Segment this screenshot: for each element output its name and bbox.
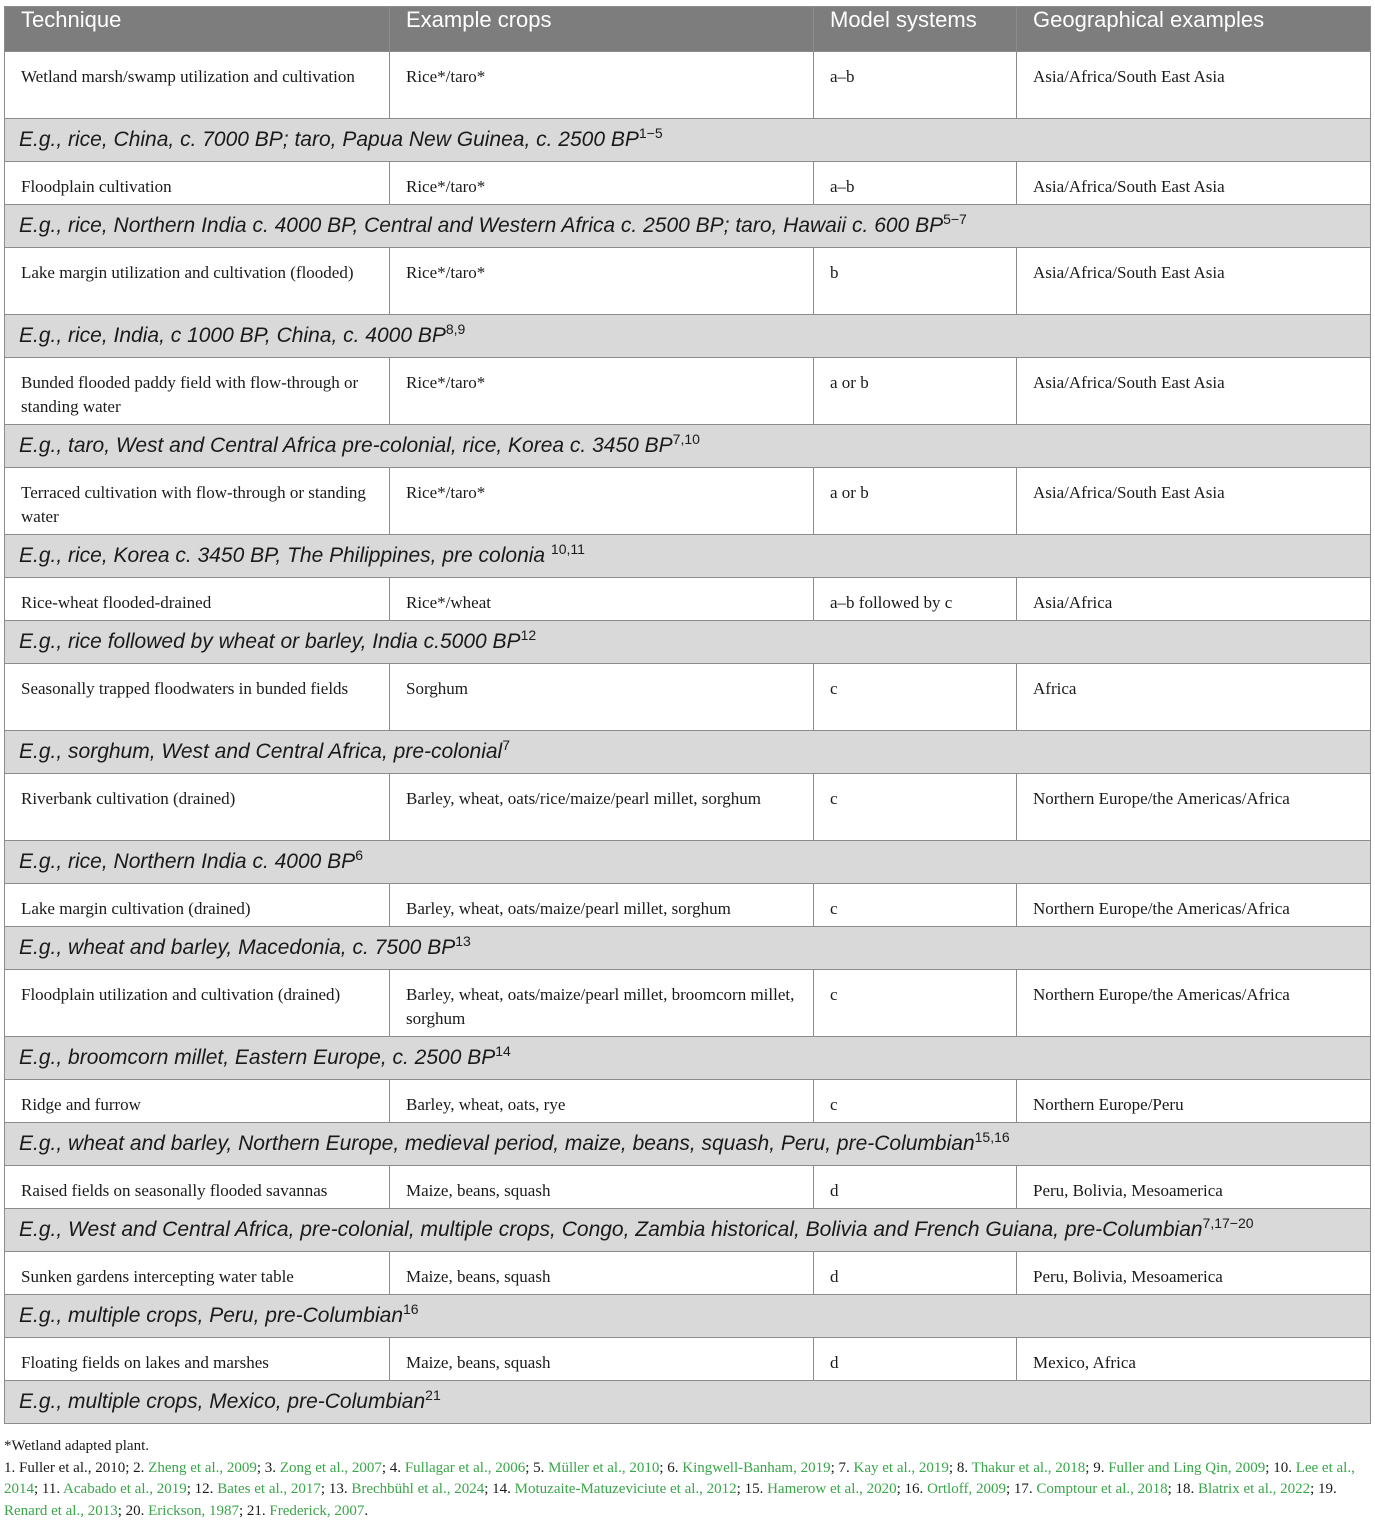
cell-model-systems: c bbox=[814, 884, 1017, 927]
reference-link[interactable]: Zheng et al., 2009 bbox=[148, 1459, 257, 1476]
techniques-table bbox=[4, 6, 1371, 1424]
header-geographical-examples: Geographical examples bbox=[1017, 7, 1371, 52]
cell-model-systems: a–b bbox=[814, 162, 1017, 205]
reference-link[interactable]: Fuller and Ling Qin, 2009 bbox=[1108, 1459, 1266, 1476]
cell-example-crops: Rice*/taro* bbox=[390, 52, 814, 119]
example-cell bbox=[5, 621, 1371, 664]
example-row bbox=[5, 841, 1371, 884]
reference-number: ; 17. bbox=[1005, 1481, 1037, 1497]
example-text: E.g., rice, Northern India c. 4000 BP bbox=[19, 850, 356, 873]
cell-technique: Terraced cultivation with flow-through or standing water bbox=[5, 468, 390, 535]
example-text: E.g., rice, India, c 1000 BP, China, c. 4000 BP bbox=[19, 324, 446, 347]
example-row bbox=[5, 1209, 1371, 1252]
example-row bbox=[5, 535, 1371, 578]
header-row bbox=[5, 7, 1371, 52]
example-row bbox=[5, 1037, 1371, 1080]
citation-superscript: 1−5 bbox=[638, 125, 663, 141]
table-row bbox=[5, 248, 1371, 315]
cell-geographical-examples: Africa bbox=[1017, 664, 1371, 731]
reference-number: ; 13. bbox=[320, 1481, 352, 1497]
example-row bbox=[5, 315, 1371, 358]
example-text: E.g., rice followed by wheat or barley, India c.5000 BP bbox=[19, 630, 521, 653]
cell-geographical-examples: Asia/Africa/South East Asia bbox=[1017, 248, 1371, 315]
cell-model-systems: c bbox=[814, 1080, 1017, 1123]
reference-link[interactable]: Lee et al., 2014 bbox=[4, 1459, 1355, 1497]
example-text: E.g., rice, Korea c. 3450 BP, The Philippines, pre colonia bbox=[19, 544, 551, 567]
example-text: E.g., wheat and barley, Macedonia, c. 7500 BP bbox=[19, 936, 456, 959]
table-row bbox=[5, 578, 1371, 621]
table-footnotes bbox=[4, 1436, 1372, 1522]
table-row bbox=[5, 1080, 1371, 1123]
reference-link[interactable]: Kay et al., 2019 bbox=[853, 1459, 949, 1476]
table-row bbox=[5, 358, 1371, 425]
cell-geographical-examples: Asia/Africa/South East Asia bbox=[1017, 162, 1371, 205]
cell-model-systems: a–b bbox=[814, 52, 1017, 119]
example-text: E.g., West and Central Africa, pre-colonial, multiple crops, Congo, Zambia historical, Bolivia and French Guiana, pre-Columbian bbox=[19, 1218, 1203, 1241]
cell-example-crops: Rice*/taro* bbox=[390, 248, 814, 315]
reference-number: ; 16. bbox=[896, 1481, 928, 1497]
table-row bbox=[5, 970, 1371, 1037]
reference-text: Fuller et al., 2010 bbox=[19, 1459, 126, 1476]
example-row bbox=[5, 425, 1371, 468]
cell-technique: Lake margin cultivation (drained) bbox=[5, 884, 390, 927]
example-text: E.g., taro, West and Central Africa pre-colonial, rice, Korea c. 3450 BP bbox=[19, 434, 673, 457]
reference-number: ; 6. bbox=[659, 1459, 683, 1476]
reference-link[interactable]: Hamerow et al., 2020 bbox=[767, 1481, 897, 1497]
cell-example-crops: Barley, wheat, oats/maize/pearl millet, broomcorn millet, sorghum bbox=[390, 970, 814, 1037]
cell-model-systems: d bbox=[814, 1252, 1017, 1295]
reference-link[interactable]: Comptour et al., 2018 bbox=[1036, 1481, 1168, 1497]
reference-number: ; 10. bbox=[1265, 1459, 1296, 1476]
cell-geographical-examples: Asia/Africa/South East Asia bbox=[1017, 358, 1371, 425]
citation-superscript: 7 bbox=[502, 737, 511, 753]
reference-link[interactable]: Müller et al., 2010 bbox=[548, 1459, 660, 1476]
reference-number: ; 2. bbox=[125, 1459, 149, 1476]
example-text: E.g., rice, Northern India c. 4000 BP, Central and Western Africa c. 2500 BP; taro, Hawaii c. 600 BP bbox=[19, 214, 944, 237]
citation-superscript: 14 bbox=[495, 1043, 511, 1059]
cell-example-crops: Rice*/wheat bbox=[390, 578, 814, 621]
cell-example-crops: Maize, beans, squash bbox=[390, 1252, 814, 1295]
example-row bbox=[5, 205, 1371, 248]
cell-geographical-examples: Asia/Africa bbox=[1017, 578, 1371, 621]
reference-link[interactable]: Acabado et al., 2019 bbox=[63, 1481, 187, 1497]
reference-link[interactable]: Kingwell-Banham, 2019 bbox=[682, 1459, 831, 1476]
example-cell bbox=[5, 425, 1371, 468]
cell-example-crops: Barley, wheat, oats, rye bbox=[390, 1080, 814, 1123]
example-row bbox=[5, 1295, 1371, 1338]
cell-example-crops: Barley, wheat, oats/rice/maize/pearl millet, sorghum bbox=[390, 774, 814, 841]
cell-technique: Floodplain cultivation bbox=[5, 162, 390, 205]
example-text: E.g., multiple crops, Peru, pre-Columbian bbox=[19, 1304, 403, 1327]
reference-number: ; 8. bbox=[948, 1459, 972, 1476]
example-cell bbox=[5, 1209, 1371, 1252]
cell-geographical-examples: Northern Europe/the Americas/Africa bbox=[1017, 884, 1371, 927]
reference-link[interactable]: Fullagar et al., 2006 bbox=[404, 1459, 526, 1476]
example-row bbox=[5, 119, 1371, 162]
reference-number: ; 3. bbox=[256, 1459, 280, 1476]
reference-number: ; 21. bbox=[238, 1502, 270, 1519]
table-row bbox=[5, 468, 1371, 535]
cell-technique: Riverbank cultivation (drained) bbox=[5, 774, 390, 841]
reference-link[interactable]: Frederick, 2007 bbox=[269, 1502, 365, 1519]
reference-link[interactable]: Brechbühl et al., 2024 bbox=[351, 1481, 485, 1497]
cell-model-systems: d bbox=[814, 1338, 1017, 1381]
reference-number: ; 4. bbox=[381, 1459, 405, 1476]
citation-superscript: 12 bbox=[520, 627, 537, 643]
table-row bbox=[5, 774, 1371, 841]
cell-example-crops: Maize, beans, squash bbox=[390, 1166, 814, 1209]
example-cell bbox=[5, 1037, 1371, 1080]
header-model-systems: Model systems bbox=[814, 7, 1017, 52]
reference-number: ; 15. bbox=[736, 1481, 768, 1497]
cell-technique: Bunded flooded paddy field with flow-through or standing water bbox=[5, 358, 390, 425]
example-text: E.g., broomcorn millet, Eastern Europe, c. 2500 BP bbox=[19, 1046, 496, 1069]
example-cell bbox=[5, 731, 1371, 774]
example-text: E.g., sorghum, West and Central Africa, pre-colonial bbox=[19, 740, 503, 763]
cell-geographical-examples: Asia/Africa/South East Asia bbox=[1017, 468, 1371, 535]
example-row bbox=[5, 1123, 1371, 1166]
example-text: E.g., rice, China, c. 7000 BP; taro, Papua New Guinea, c. 2500 BP bbox=[19, 128, 639, 151]
citation-superscript: 10,11 bbox=[550, 541, 585, 557]
table-row bbox=[5, 1252, 1371, 1295]
reference-link[interactable]: Erickson, 1987 bbox=[148, 1502, 239, 1519]
citation-superscript: 16 bbox=[403, 1301, 419, 1317]
table-row bbox=[5, 1166, 1371, 1209]
citation-superscript: 8,9 bbox=[445, 321, 466, 337]
example-row bbox=[5, 927, 1371, 970]
cell-model-systems: a or b bbox=[814, 358, 1017, 425]
header-technique: Technique bbox=[5, 7, 390, 52]
reference-number: 1. bbox=[4, 1459, 19, 1476]
reference-number: ; 9. bbox=[1085, 1459, 1109, 1476]
cell-technique: Wetland marsh/swamp utilization and cultivation bbox=[5, 52, 390, 119]
cell-technique: Floodplain utilization and cultivation (drained) bbox=[5, 970, 390, 1037]
table-row bbox=[5, 884, 1371, 927]
cell-example-crops: Rice*/taro* bbox=[390, 358, 814, 425]
citation-superscript: 6 bbox=[355, 847, 363, 863]
example-cell bbox=[5, 119, 1371, 162]
reference-number: ; 19. bbox=[1310, 1481, 1337, 1497]
table-row bbox=[5, 1338, 1371, 1381]
example-text: E.g., multiple crops, Mexico, pre-Columbian bbox=[19, 1390, 426, 1413]
cell-technique: Lake margin utilization and cultivation (flooded) bbox=[5, 248, 390, 315]
cell-geographical-examples: Northern Europe/the Americas/Africa bbox=[1017, 970, 1371, 1037]
cell-technique: Rice-wheat flooded-drained bbox=[5, 578, 390, 621]
reference-number: ; 18. bbox=[1167, 1481, 1199, 1497]
references-end: . bbox=[364, 1502, 369, 1519]
cell-technique: Ridge and furrow bbox=[5, 1080, 390, 1123]
cell-technique: Seasonally trapped floodwaters in bunded fields bbox=[5, 664, 390, 731]
example-row bbox=[5, 621, 1371, 664]
reference-number: ; 7. bbox=[830, 1459, 854, 1476]
citation-superscript: 7,10 bbox=[672, 431, 700, 447]
example-cell bbox=[5, 841, 1371, 884]
cell-model-systems: b bbox=[814, 248, 1017, 315]
example-cell bbox=[5, 205, 1371, 248]
reference-number: ; 20. bbox=[117, 1502, 149, 1519]
reference-link[interactable]: Renard et al., 2013 bbox=[4, 1502, 118, 1519]
cell-geographical-examples: Peru, Bolivia, Mesoamerica bbox=[1017, 1166, 1371, 1209]
cell-model-systems: a or b bbox=[814, 468, 1017, 535]
cell-geographical-examples: Northern Europe/the Americas/Africa bbox=[1017, 774, 1371, 841]
citation-superscript: 13 bbox=[455, 933, 471, 949]
example-cell bbox=[5, 927, 1371, 970]
reference-link[interactable]: Ortloff, 2009 bbox=[927, 1481, 1006, 1497]
example-cell bbox=[5, 1381, 1371, 1424]
table-row bbox=[5, 664, 1371, 731]
cell-model-systems: d bbox=[814, 1166, 1017, 1209]
cell-technique: Floating fields on lakes and marshes bbox=[5, 1338, 390, 1381]
table-row bbox=[5, 162, 1371, 205]
cell-technique: Raised fields on seasonally flooded savannas bbox=[5, 1166, 390, 1209]
cell-geographical-examples: Asia/Africa/South East Asia bbox=[1017, 52, 1371, 119]
reference-link[interactable]: Bates et al., 2017 bbox=[217, 1481, 321, 1497]
example-row bbox=[5, 731, 1371, 774]
cell-example-crops: Sorghum bbox=[390, 664, 814, 731]
table-body bbox=[5, 52, 1371, 1424]
example-cell bbox=[5, 1123, 1371, 1166]
references-list bbox=[4, 1458, 1372, 1523]
cell-example-crops: Rice*/taro* bbox=[390, 162, 814, 205]
reference-link[interactable]: Thakur et al., 2018 bbox=[971, 1459, 1086, 1476]
example-text: E.g., wheat and barley, Northern Europe, medieval period, maize, beans, squash, Peru, pre-Columbian bbox=[19, 1132, 975, 1155]
cell-model-systems: c bbox=[814, 664, 1017, 731]
cell-model-systems: c bbox=[814, 970, 1017, 1037]
cell-model-systems: a–b followed by c bbox=[814, 578, 1017, 621]
citation-superscript: 21 bbox=[425, 1387, 441, 1403]
reference-number: ; 14. bbox=[484, 1481, 515, 1497]
citation-superscript: 5−7 bbox=[943, 211, 967, 227]
cell-geographical-examples: Mexico, Africa bbox=[1017, 1338, 1371, 1381]
cell-geographical-examples: Peru, Bolivia, Mesoamerica bbox=[1017, 1252, 1371, 1295]
cell-example-crops: Rice*/taro* bbox=[390, 468, 814, 535]
reference-link[interactable]: Zong et al., 2007 bbox=[279, 1459, 382, 1476]
table-row bbox=[5, 52, 1371, 119]
reference-number: ; 11. bbox=[34, 1481, 64, 1497]
reference-number: ; 12. bbox=[186, 1481, 218, 1497]
reference-link[interactable]: Motuzaite-Matuzeviciute et al., 2012 bbox=[514, 1481, 737, 1497]
reference-number: ; 5. bbox=[525, 1459, 549, 1476]
reference-link[interactable]: Blatrix et al., 2022 bbox=[1198, 1481, 1311, 1497]
cell-example-crops: Barley, wheat, oats/maize/pearl millet, sorghum bbox=[390, 884, 814, 927]
cell-model-systems: c bbox=[814, 774, 1017, 841]
example-cell bbox=[5, 315, 1371, 358]
citation-superscript: 15,16 bbox=[974, 1129, 1010, 1145]
citation-superscript: 7,17−20 bbox=[1202, 1215, 1254, 1231]
header-example-crops: Example crops bbox=[390, 7, 814, 52]
cell-example-crops: Maize, beans, squash bbox=[390, 1338, 814, 1381]
footnote-wetland: *Wetland adapted plant. bbox=[4, 1438, 149, 1454]
example-cell bbox=[5, 1295, 1371, 1338]
cell-technique: Sunken gardens intercepting water table bbox=[5, 1252, 390, 1295]
example-row bbox=[5, 1381, 1371, 1424]
cell-geographical-examples: Northern Europe/Peru bbox=[1017, 1080, 1371, 1123]
example-cell bbox=[5, 535, 1371, 578]
